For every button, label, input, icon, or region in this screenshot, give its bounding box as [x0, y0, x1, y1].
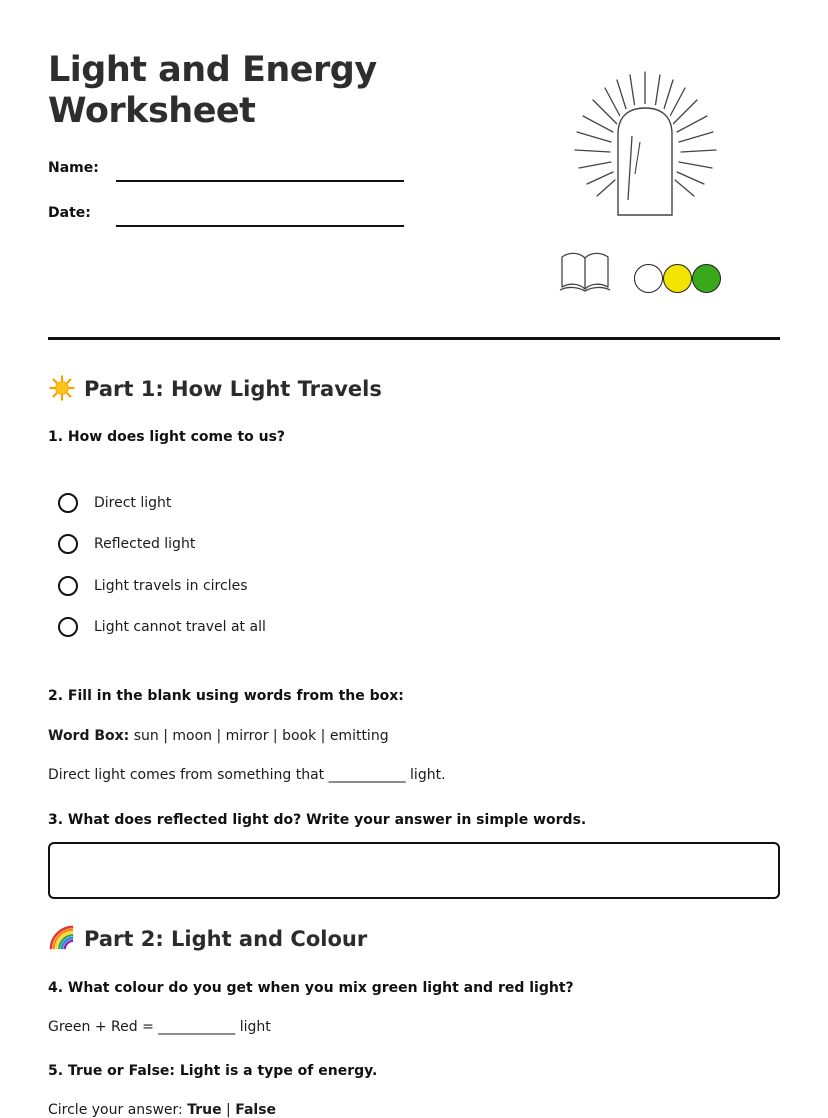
radio-button[interactable] [58, 576, 78, 596]
sun-icon [48, 375, 76, 401]
question-4: 4. What colour do you get when you mix green light and red light? [48, 980, 574, 996]
false-option[interactable]: False [235, 1102, 277, 1118]
part1-heading-text: Part 1: How Light Travels [84, 377, 382, 401]
white-dot [634, 264, 663, 293]
worksheet-page [48, 0, 780, 1118]
word-box-words: sun | moon | mirror | book | emitting [129, 728, 389, 744]
question-5-answer [48, 1102, 276, 1118]
part2-heading [48, 925, 367, 951]
open-book-icon [559, 249, 611, 293]
option-light-cannot-travel[interactable] [58, 614, 266, 640]
yellow-dot [663, 264, 692, 293]
question-2-sentence: Direct light comes from something that ___________ light. [48, 767, 446, 783]
option-label: Light travels in circles [94, 578, 248, 594]
part2-heading-text: Part 2: Light and Colour [84, 927, 368, 951]
green-dot [692, 264, 721, 293]
option-direct-light[interactable] [58, 490, 171, 516]
name-label: Name: [48, 160, 99, 176]
option-reflected-light[interactable] [58, 531, 195, 557]
answer-prompt: Circle your answer: [48, 1102, 188, 1118]
option-label: Reflected light [94, 536, 196, 552]
option-label: Direct light [94, 495, 172, 511]
section-divider [48, 337, 780, 340]
glowing-light-icon [573, 66, 718, 221]
radio-button[interactable] [58, 493, 78, 513]
question-5: 5. True or False: Light is a type of energy. [48, 1063, 378, 1079]
title-line-2: Worksheet [48, 91, 256, 131]
date-field[interactable] [116, 225, 404, 227]
answer-separator: | [221, 1102, 236, 1118]
option-label: Light cannot travel at all [94, 619, 266, 635]
answer-box[interactable] [48, 842, 780, 899]
word-box [48, 728, 389, 744]
question-1: 1. How does light come to us? [48, 429, 286, 445]
radio-button[interactable] [58, 534, 78, 554]
name-field[interactable] [116, 180, 404, 182]
true-option[interactable]: True [187, 1102, 222, 1118]
rainbow-icon [48, 925, 76, 951]
word-box-label: Word Box: [48, 728, 130, 744]
color-dots [634, 264, 726, 296]
question-3: 3. What does reflected light do? Write your answer in simple words. [48, 812, 587, 828]
date-label: Date: [48, 205, 91, 221]
option-light-travels-in-circles[interactable] [58, 573, 248, 599]
title-line-1: Light and Energy [48, 50, 377, 90]
question-4-sentence: Green + Red = ___________ light [48, 1019, 271, 1035]
question-2: 2. Fill in the blank using words from the box: [48, 688, 404, 704]
radio-button[interactable] [58, 617, 78, 637]
part1-heading [48, 375, 382, 401]
page-title [48, 50, 468, 132]
